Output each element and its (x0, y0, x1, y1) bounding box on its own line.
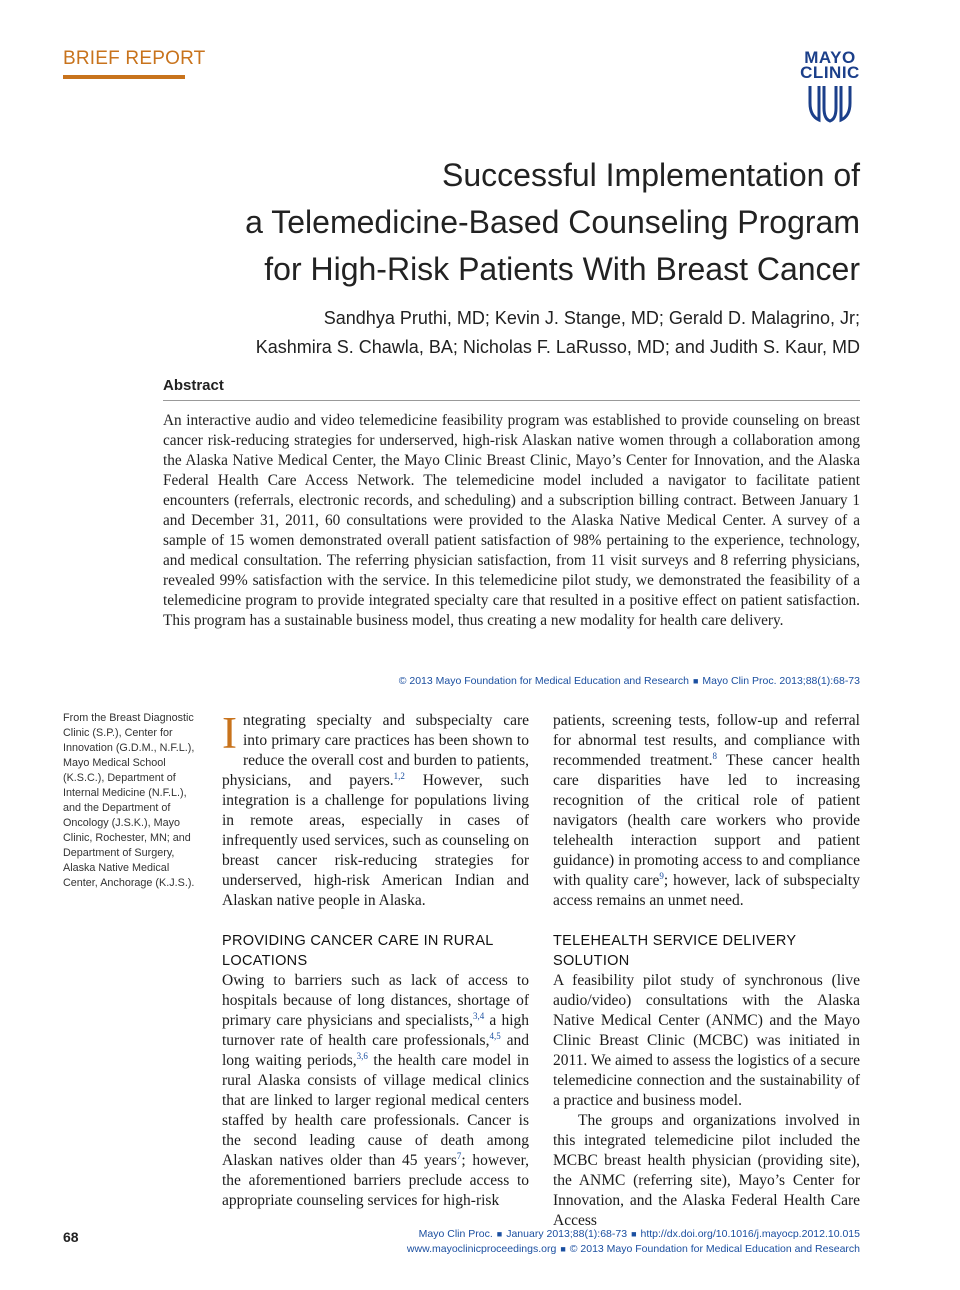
telehealth-paragraph-1: A feasibility pilot study of synchronous (live audio/video) consultations with the Alaska Native Medical Center (ANMC) and the Mayo Clinic Breast Clinic (MCBC) was initiated in 2011. We aimed to assess the logistics of a secure telemedicine connection and the sustainability of a practice and business model. (553, 972, 860, 1109)
mayo-clinic-logo (795, 50, 865, 123)
ref-link[interactable]: 1,2 (393, 771, 405, 781)
ref-link[interactable]: 8 (712, 751, 718, 761)
title-line: Successful Implementation of (442, 157, 860, 193)
ref-link[interactable]: 3,6 (356, 1051, 368, 1061)
section-heading-rural: PROVIDING CANCER CARE IN RURAL LOCATIONS (222, 933, 494, 969)
section-rule (63, 75, 185, 79)
ref-link[interactable]: 3,4 (472, 1011, 485, 1021)
article-title (220, 152, 860, 293)
title-line: for High-Risk Patients With Breast Cancer (264, 251, 860, 287)
abstract-text: An interactive audio and video telemedicine feasibility program was established to provide counseling on breast cancer risk-reducing strategies for underserved, high-risk Alaskan native women through a collaboration among the Alaska Native Medical Center, the Mayo Clinic Breast Clinic, Mayo’s Center for Innovation, and the Alaska Federal Health Care Access Network. The telemedicine model included a navigator to facilitate patient encounters (referrals, electronic records, and scheduling) and a subscription billing contract. Between January 1 and December 31, 2011, 60 consultations were provided to the Alaska Native Medical Center. A survey of a sample of 15 women demonstrated overall patient satisfaction of 98% pertaining to the experience, technology, and medical consultation. The referring physician satisfaction, from 11 visit surveys and 8 referring physicians, revealed 99% satisfaction with the service. In this telemedicine pilot study, we demonstrated the feasibility of a telemedicine program to provide integrated specialty care that resulted in a positive effect on patient satisfaction. This program has a sustainable business model, thus creating a new modality for health care delivery. (163, 412, 860, 629)
ref-link[interactable]: 4,5 (489, 1031, 501, 1041)
rural-text: a high turnover rate of health care professionals, (222, 1012, 529, 1049)
title-line: a Telemedicine-Based Counseling Program (245, 204, 860, 240)
footer-journal: Mayo Clin Proc. (418, 1228, 493, 1240)
intro-text: However, such integration is a challenge for populations living in remote areas, especially in cases of infrequently used services, such as counseling on breast cancer risk-reducing strategies for underserved, high-risk American Indian and Alaskan native people in Alaska. (222, 772, 529, 909)
telehealth-paragraph-2: The groups and organizations involved in this integrated telemedicine pilot included the MCBC breast health physician (providing site), the ANMC (referring site), Mayo’s Center for Innovation, and the Alaska Federal Health Care Access (553, 1112, 860, 1229)
logo-line2: CLINIC (800, 63, 860, 82)
author-list (220, 304, 860, 362)
intro-paragraph (222, 708, 529, 911)
logo-line1: MAYO (804, 48, 856, 67)
footer-doi-link[interactable]: http://dx.doi.org/10.1016/j.mayocp.2012.10.015 (640, 1228, 860, 1240)
drop-cap: I (222, 708, 237, 758)
separator: ■ (692, 676, 699, 686)
rural-text: Owing to barriers such as lack of access to hospitals because of long distances, shortage of primary care physicians and specialists, (222, 972, 529, 1029)
page-number: 68 (63, 1229, 79, 1245)
disparities-paragraph (553, 711, 860, 911)
footer-website-link[interactable]: www.mayoclinicproceedings.org (406, 1243, 557, 1255)
mayo-shield-icon (807, 83, 853, 123)
separator: ■ (496, 1229, 503, 1239)
ref-link[interactable]: 9 (659, 871, 664, 881)
body-text: patients, screening tests, follow-up and referral for abnormal test results, and compliance with recommended treatment. (553, 712, 860, 769)
abstract-citation-link[interactable]: Mayo Clin Proc. 2013;88(1):68-73 (702, 675, 860, 687)
footer-citation (419, 1228, 860, 1240)
author-line: Kashmira S. Chawla, BA; Nicholas F. LaRusso, MD; and Judith S. Kaur, MD (255, 337, 860, 357)
body-column-left (222, 708, 529, 1211)
body-text: ; however, lack of subspecialty access remains an unmet need. (553, 872, 860, 909)
abstract-citation (399, 675, 860, 687)
section-label: BRIEF REPORT (63, 48, 206, 69)
rural-text: and long waiting periods, (222, 1032, 529, 1069)
rural-paragraph (222, 971, 529, 1211)
body-column-right (553, 711, 860, 1231)
separator: ■ (631, 1229, 637, 1239)
abstract-rule (163, 400, 860, 401)
author-line: Sandhya Pruthi, MD; Kevin J. Stange, MD; Gerald D. Malagrino, Jr; (323, 308, 860, 328)
rural-text: ; however, the aforementioned barriers preclude access to appropriate counseling services for high-risk (222, 1152, 529, 1209)
affiliation-note: From the Breast Diagnostic Clinic (S.P.), Center for Innovation (G.D.M., N.F.L.), Mayo Medical School (K.S.C.), Department of Internal Medicine (N.F.L.), and the Department of Oncology (J.S.K.), Mayo Clinic, Rochester, MN; and Department of Surgery, Alaska Native Medical Center, Anchorage (K.J.S.). (63, 712, 195, 889)
intro-text: ntegrating specialty and subspecialty care into primary care practices has been shown to reduce the overall cost and burden to patients, physicians, and payers. (222, 712, 529, 789)
footer-copyright: © 2013 Mayo Foundation for Medical Education and Research (569, 1243, 860, 1255)
footer-issue: January 2013;88(1):68-73 (506, 1228, 628, 1240)
section-heading-telehealth: TELEHEALTH SERVICE DELIVERY SOLUTION (553, 933, 797, 969)
separator: ■ (560, 1244, 566, 1254)
abstract-heading: Abstract (163, 377, 224, 394)
abstract-copyright: © 2013 Mayo Foundation for Medical Education and Research (398, 675, 689, 687)
footer-web (407, 1243, 860, 1255)
ref-link[interactable]: 7 (456, 1151, 462, 1161)
rural-text: the health care model in rural Alaska consists of village medical clinics that are linked to larger regional medical centers staffed by health care professionals. Cancer is the second leading cause of death among Alaskan natives older than 45 years (222, 1052, 529, 1169)
body-text: These cancer health care disparities have led to increasing recognition of the critical role of patient navigators (health care workers who provide telehealth interaction support and patient guidance) in promoting access to and compliance with quality care (553, 752, 860, 889)
